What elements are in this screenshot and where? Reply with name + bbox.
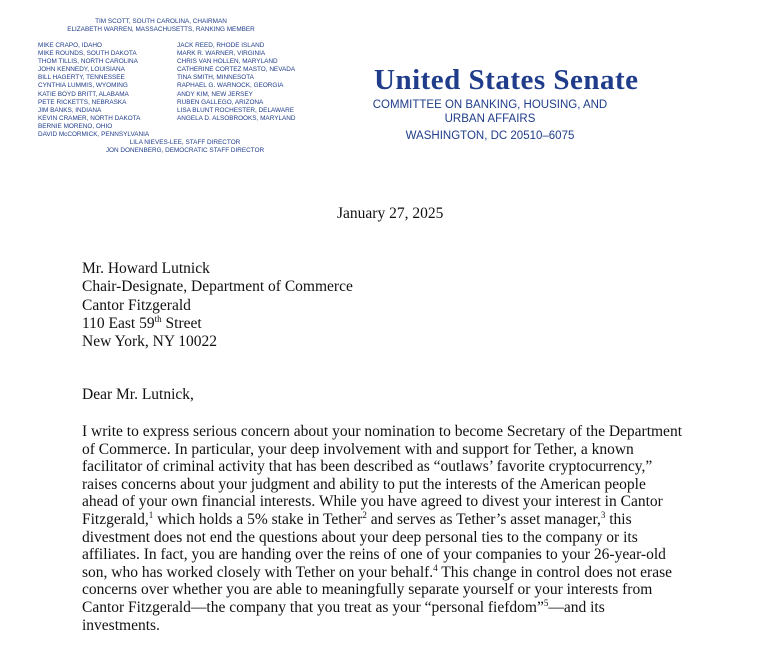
- member-name: MARK R. WARNER, VIRGINIA: [177, 50, 266, 58]
- footnote-ref-3[interactable]: 3: [600, 509, 606, 520]
- recipient-address: [82, 260, 353, 351]
- body-text: which holds a 5% stake in Tether: [153, 510, 363, 528]
- member-name: CATHERINE CORTEZ MASTO, NEVADA: [177, 66, 296, 74]
- body-line: affiliates. In fact, you are handing over the reins of one of your companies to your 26-year-old: [82, 546, 666, 564]
- recipient-name: Mr. Howard Lutnick: [82, 260, 210, 277]
- member-name: RAPHAEL G. WARNOCK, GEORGIA: [177, 82, 284, 90]
- ranking-member-line: ELIZABETH WARREN, MASSACHUSETTS, RANKING MEMBER: [67, 26, 255, 34]
- body-line: [82, 599, 722, 617]
- body-text: son, who has worked closely with Tether on your behalf.: [82, 563, 434, 581]
- street-number: 110 East 59: [82, 314, 155, 332]
- street-name: Street: [161, 314, 202, 332]
- committee-name-line-1: COMMITTEE ON BANKING, HOUSING, AND: [372, 99, 608, 111]
- recipient-city: New York, NY 10022: [82, 333, 218, 351]
- member-name: JACK REED, RHODE ISLAND: [177, 42, 265, 49]
- member-name: KATIE BOYD BRITT, ALABAMA: [38, 90, 129, 98]
- footnote-ref-1[interactable]: 1: [148, 509, 154, 520]
- body-text: Cantor Fitzgerald—the company that you treat as your “personal fiefdom”: [82, 598, 544, 616]
- committee-city: WASHINGTON, DC 20510–6075: [405, 130, 575, 142]
- body-line: [82, 564, 722, 582]
- body-line: I write to express serious concern about your nomination to become Secretary of the Department: [82, 423, 682, 440]
- member-name: BERNIE MORENO, OHIO: [38, 122, 113, 130]
- footnote-ref-5[interactable]: 5: [543, 597, 549, 608]
- recipient-street: [82, 315, 353, 333]
- body-line: raises concerns about your judgment and ability to put the interests of the American people: [82, 475, 646, 493]
- committee-name-line-2: URBAN AFFAIRS: [444, 112, 536, 125]
- member-name: TINA SMITH, MINNESOTA: [177, 74, 254, 82]
- committee-leadership: [30, 18, 292, 34]
- body-line: ahead of your own financial interests. While you have agreed to divest your interest in Cantor: [82, 493, 663, 511]
- staff-directors: [70, 139, 300, 155]
- member-name: MIKE ROUNDS, SOUTH DAKOTA: [38, 50, 137, 58]
- body-text: Fitzgerald,: [82, 510, 149, 528]
- member-name: ANDY KIM, NEW JERSEY: [177, 90, 253, 98]
- letter-date: January 27, 2025: [337, 205, 444, 222]
- body-text: This change in control does not erase: [437, 563, 672, 581]
- member-name: BILL HAGERTY, TENNESSEE: [38, 74, 125, 82]
- member-name: KEVIN CRAMER, NORTH DAKOTA: [38, 114, 141, 122]
- member-name: THOM TILLIS, NORTH CAROLINA: [38, 58, 138, 66]
- footnote-ref-4[interactable]: 4: [433, 562, 438, 573]
- member-name: CYNTHIA LUMMIS, WYOMING: [38, 82, 128, 90]
- member-name: DAVID McCORMICK, PENNSYLVANIA: [38, 131, 150, 139]
- salutation: Dear Mr. Lutnick,: [82, 386, 194, 403]
- committee-name: [372, 99, 608, 126]
- body-line: [82, 511, 722, 529]
- member-name: CHRIS VAN HOLLEN, MARYLAND: [177, 58, 278, 66]
- staff-director-line: LILA NIEVES-LEE, STAFF DIRECTOR: [129, 139, 241, 146]
- body-text: and serves as Tether’s asset manager,: [366, 510, 601, 528]
- member-name: RUBEN GALLEGO, ARIZONA: [177, 98, 264, 106]
- senate-title: United States Senate: [374, 64, 639, 96]
- body-line: concerns over whether you are able to meaningfully separate yourself or your interests from: [82, 581, 653, 599]
- body-text: this: [605, 510, 632, 528]
- footnote-ref-2[interactable]: 2: [362, 509, 367, 520]
- chairman-line: TIM SCOTT, SOUTH CAROLINA, CHAIRMAN: [95, 18, 227, 25]
- member-name: JOHN KENNEDY, LOUISIANA: [38, 66, 125, 74]
- member-name: LISA BLUNT ROCHESTER, DELAWARE: [177, 106, 294, 114]
- body-line: divestment does not end the questions about your deep personal ties to the company or its: [82, 528, 638, 546]
- body-line: facilitator of criminal activity that has been described as “outlaws’ favorite cryptocurrency,”: [82, 458, 653, 476]
- member-name: ANGELA D. ALSOBROOKS, MARYLAND: [177, 114, 296, 122]
- majority-members-list: [38, 42, 149, 139]
- recipient-title: Chair-Designate, Department of Commerce: [82, 278, 353, 296]
- member-name: JIM BANKS, INDIANA: [38, 106, 102, 114]
- minority-members-list: [177, 42, 296, 123]
- body-line: of Commerce. In particular, your deep involvement with and support for Tether, a known: [82, 440, 634, 458]
- member-name: PETE RICKETTS, NEBRASKA: [38, 98, 127, 106]
- street-ordinal: th: [154, 313, 162, 324]
- body-text: —and its: [548, 598, 605, 616]
- letter-body-paragraph: [82, 423, 722, 634]
- member-name: MIKE CRAPO, IDAHO: [38, 42, 102, 49]
- recipient-company: Cantor Fitzgerald: [82, 296, 191, 314]
- body-line: investments.: [82, 616, 160, 634]
- democratic-staff-director-line: JON DONENBERG, DEMOCRATIC STAFF DIRECTOR: [105, 147, 265, 155]
